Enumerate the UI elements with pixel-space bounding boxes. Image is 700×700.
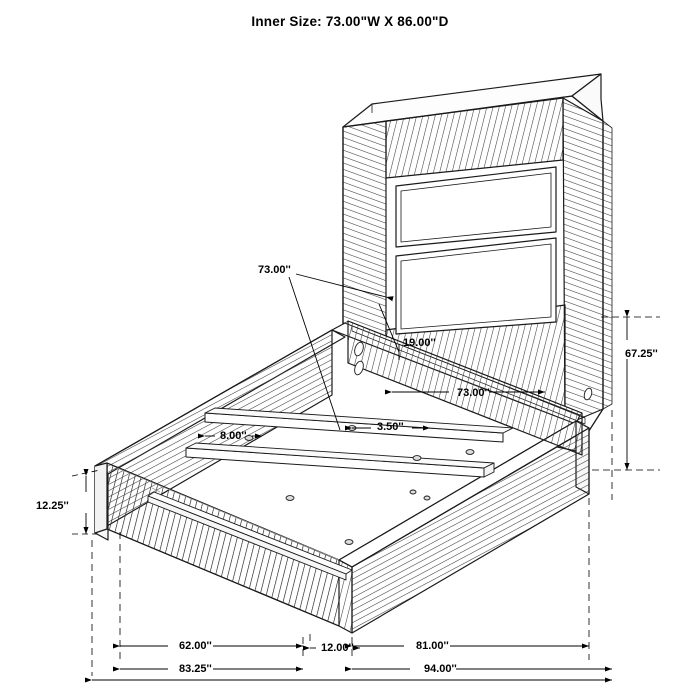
dimension-label-frame-depth: 81.00''	[416, 640, 449, 652]
page-title: Inner Size: 73.00"W X 86.00"D	[251, 14, 449, 29]
dimension-label-headboard-inner-width: 73.00''	[258, 264, 291, 276]
dimension-label-overall-height: 67.25''	[625, 348, 658, 360]
dimension-label-slat-height: 8.00''	[220, 430, 247, 442]
dimension-label-headboard-panel-height: 19.00''	[403, 337, 436, 349]
dimension-label-overall-side: 83.25''	[179, 663, 212, 675]
dimension-label-deck-height: 12.25''	[36, 500, 69, 512]
dimension-label-slat-thickness: 3.50''	[377, 421, 404, 433]
dimension-label-rail-end-width: 12.00''	[321, 642, 354, 654]
dimension-label-overall-depth: 94.00''	[424, 663, 457, 675]
dimension-label-mattress-width: 73.00''	[457, 387, 490, 399]
dimension-label-side-rail-length: 62.00''	[179, 640, 212, 652]
